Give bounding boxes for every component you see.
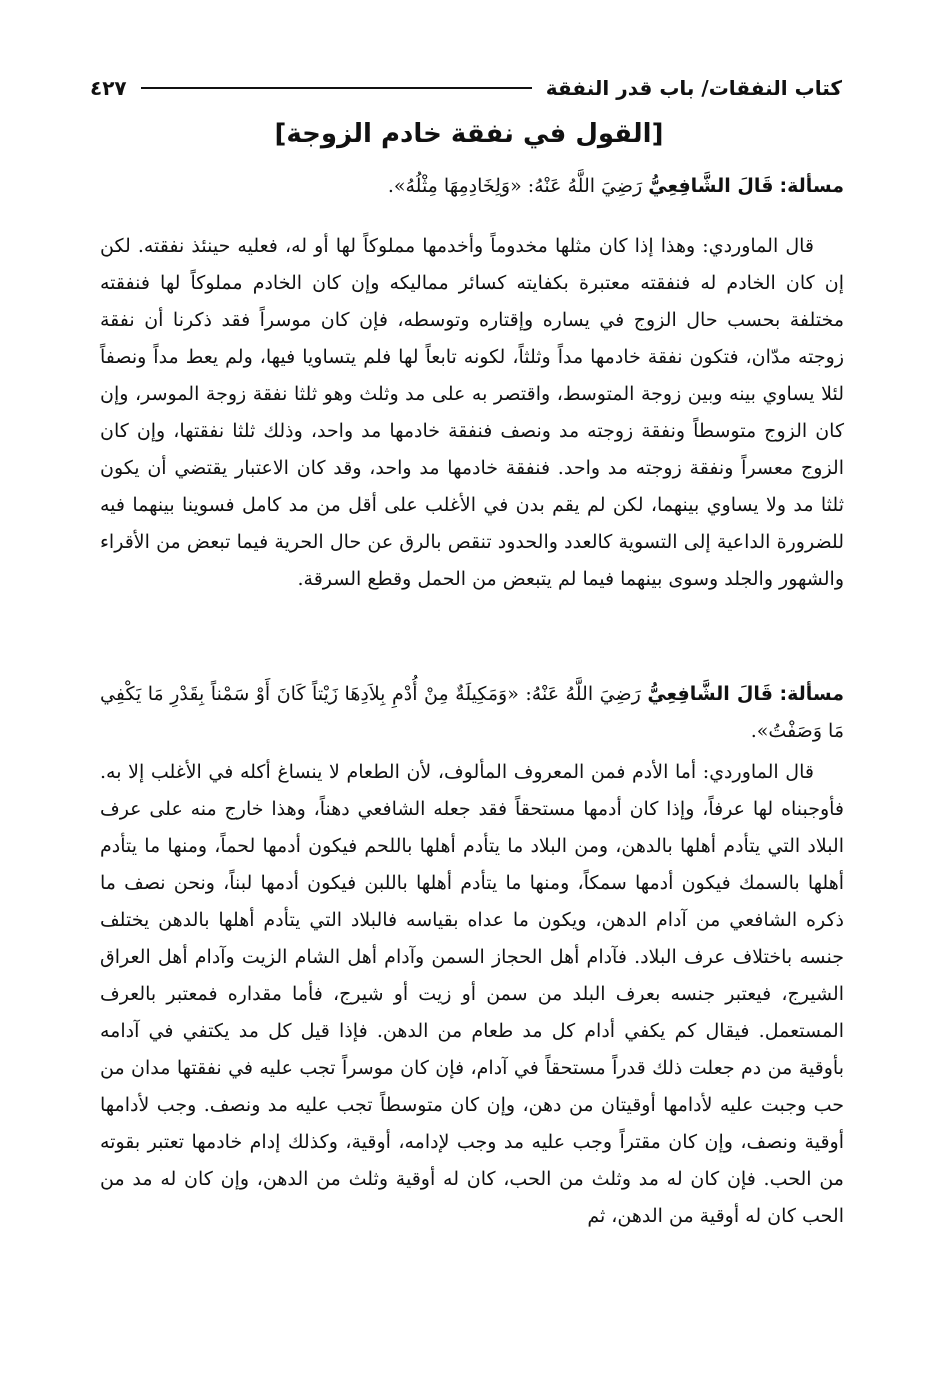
commentary-paragraph-1: قال الماوردي: وهذا إذا كان مثلها مخدوماً وأخدمها مملوكاً لها أو له، فعليه حينئذ نفقته. لكن إن كان الخادم له فنفقته معتبرة بكفايته كسائر مماليكه وإن كان الخادم مملوكاً لها فنفقته مختلفة بحسب حال الزوج في يساره وإقتاره وتوسطه، فإن كان موسراً فقد ذكرنا أن نفقة زوجته مدّان، فتكون نفقة خادمها مداً وثلثاً، لكونه تابعاً لها فلم يتساويا فيها، ولم يعط مداً ونصفاً لئلا يساوي بينه وبين زوجة المتوسط، واقتصر به على مد وثلث وهو ثلثا نفقة زوجة الموسر، وإن كان الزوج متوسطاً ونفقة زوجته مد ونصف فنفقة خادمها مد واحد، وذلك ثلثا نفقتها، وإن كان الزوج معسراً ونفقة زوجته مد واحد. فنفقة خادمها مد واحد، وقد كان الاعتبار يقتضي أن يكون ثلثا مد ولا يساوي بينهما، لكن لم يقم بدن في الأغلب على أقل من مد كامل فسوينا بينهما فيه للضرورة الداعية إلى التسوية كالعدد والحدود تنقص بالرق عن حال الحرية فيما تبعض من الأقراء والشهور والجلد وسوى بينهما فيما لم يتبعض من الحمل وقطع السرقة. — [100, 235, 844, 590]
issue-label: مسألة: — [779, 683, 845, 705]
chapter-title: [القول في نفقة خادم الزوجة] — [274, 119, 664, 149]
issue-label: مسألة: — [779, 175, 844, 197]
commentary-paragraph-2: قال الماوردي: أما الأدم فمن المعروف المألوف، لأن الطعام لا ينساغ أكله في الأغلب إلا به. فأوجبناه لها عرفاً، وإذا كان أدمها مستحقاً فقد جعله الشافعي دهناً، وهذا خارج منه على عرف البلاد التي يتأدم أهلها بالدهن، ومن البلاد ما يتأدم أهلها باللحم فيكون أدمها لحماً، ومنها ما يتأدم أهلها بالسمك فيكون أدمها سمكاً، ومنها ما يتأدم أهلها باللبن فيكون أدمها لبناً، ونحن نصف ما ذكره الشافعي من آدام الدهن، ويكون ما عداه بقياسه فالبلاد التي يتأدم أهلها بالدهن يختلف جنسه باختلاف عرف البلاد. فآدام أهل الحجاز السمن وآدام أهل الشام الزيت وآدام أهل العراق الشيرج، فيعتبر جنسه بعرف البلد من سمن أو زيت أو شيرج، فأما مقداره فمعتبر بالعرف المستعمل. فيقال كم يكفي أدام كل مد طعام من الدهن. فإذا قيل كل مد يكتفي في آدامه بأوقية من دم جعلت ذلك قدراً مستحقاً في آدام، فإن كان موسراً تجب عليه في نفقتها مدان من حب وجبت عليه لأدامها أوقيتان من دهن، وإن كان متوسطاً تجب عليه مد ونصف. وجب لأدامها أوقية ونصف، وإن كان مقتراً وجب عليه مد وجب لإدامه، أوقية، وكذلك إدام خادمها تعتبر بقوته من الحب. فإن كان له مد وثلث من الحب، كان له أوقية وثلث من الدهن، وإن كان له مد من الحب كان له أوقية من الدهن، ثم — [100, 761, 844, 1227]
issue-quote: «وَمَكِيلَةٌ مِنْ أُدْمِ بِلاَدِهَا زَيْتاً كَانَ أَوْ سَمْناً بِقَدْرِ مَا يَكْفِي مَا وَصَفْتُ». — [100, 683, 844, 742]
page-number: ٤٢٧ — [90, 76, 127, 100]
header-rule — [141, 87, 532, 89]
issue-blessing: رَضِيَ اللَّهُ عَنْهُ: — [527, 175, 643, 197]
issue-heading-2 — [100, 676, 844, 750]
issue-heading-1 — [100, 168, 844, 205]
issue-quote: «وَلِخَادِمِهَا مِثْلُهُ». — [387, 175, 522, 197]
issue-blessing: رَضِيَ اللَّهُ عَنْهُ: — [525, 683, 641, 705]
running-title: كتاب النفقات/ باب قدر النفقة — [545, 76, 842, 100]
issue-speaker: قَالَ الشَّافِعِيُّ — [647, 683, 773, 705]
issue-speaker: قَالَ الشَّافِعِيُّ — [648, 175, 774, 197]
running-header — [90, 70, 842, 106]
